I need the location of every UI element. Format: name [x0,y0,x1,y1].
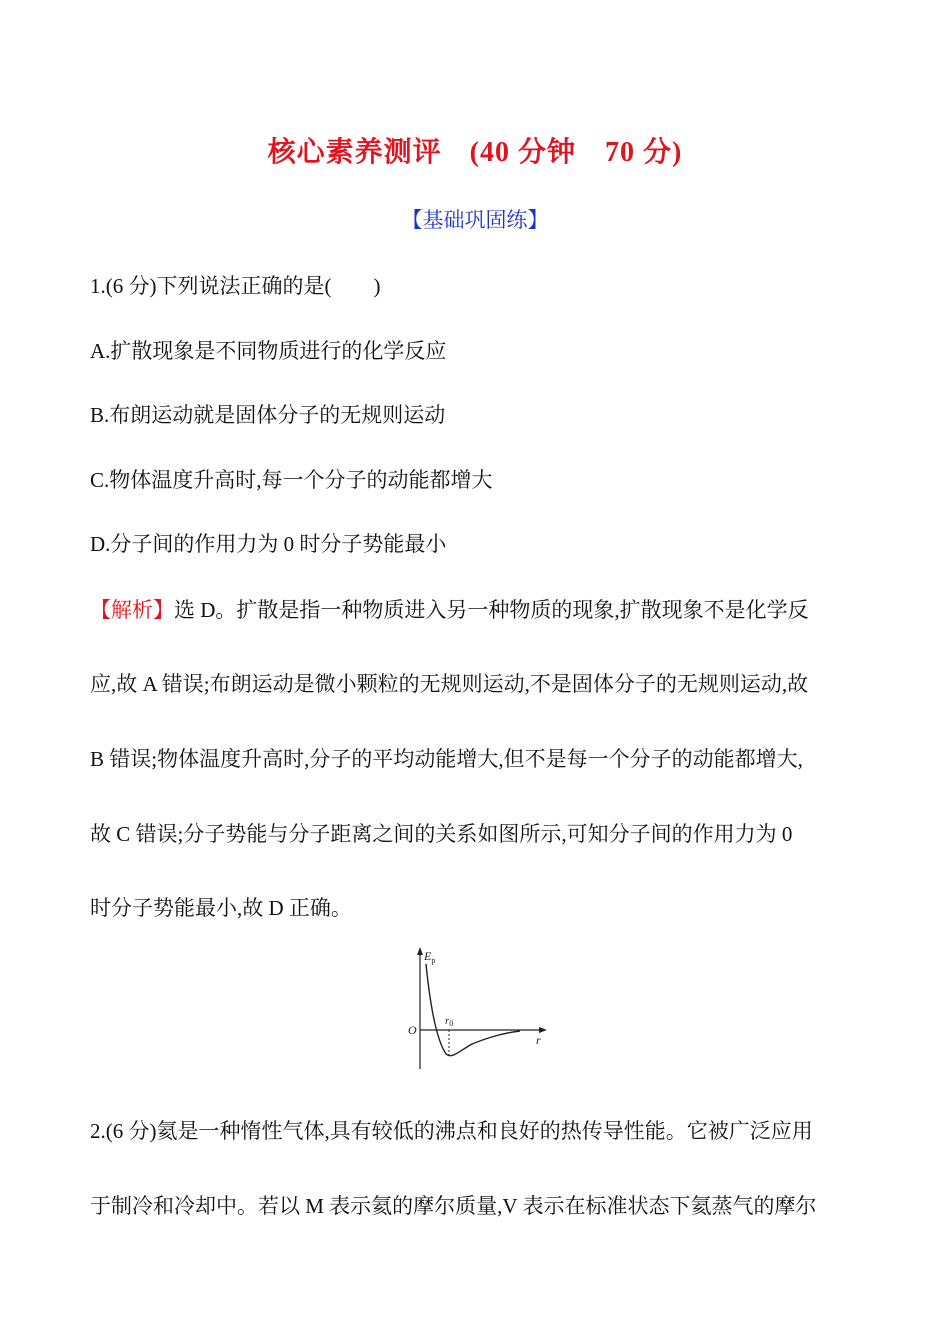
question-1-stem: 1.(6 分)下列说法正确的是( ) [90,274,381,298]
question-1-option-b: B.布朗运动就是固体分子的无规则运动 [90,403,446,427]
origin-label: O [408,1023,417,1037]
question-1-option-c: C.物体温度升高时,每一个分子的动能都增大 [90,468,493,492]
analysis-line-1 [90,594,870,624]
r0-label: r0 [445,1015,454,1028]
analysis-line-2: 应,故 A 错误;布朗运动是微小颗粒的无规则运动,不是固体分子的无规则运动,故 [90,672,809,696]
question-1-option-d: D.分子间的作用力为 0 时分子势能最小 [90,532,447,556]
analysis-line-3: B 错误;物体温度升高时,分子的平均动能增大,但不是每一个分子的动能都增大, [90,747,803,771]
page-title [0,130,950,170]
y-axis-label: $E_p$ [424,949,436,965]
question-2-line-2: 于制冷和冷却中。若以 M 表示氦的摩尔质量,V 表示在标准状态下氦蒸气的摩尔 [90,1194,817,1218]
section-heading: 【基础巩固练】 [401,208,549,232]
ep-curve [426,964,520,1056]
analysis-text: 选 D。扩散是指一种物质进入另一种物质的现象,扩散现象不是化学反 [174,598,809,622]
y-axis-arrow [417,947,423,955]
x-axis-label: r [536,1033,541,1047]
question-1-option-a: A.扩散现象是不同物质进行的化学反应 [90,339,447,363]
potential-energy-graph [400,944,550,1074]
analysis-line-5: 时分子势能最小,故 D 正确。 [90,896,352,920]
question-2-line-1: 2.(6 分)氦是一种惰性气体,具有较低的沸点和良好的热传导性能。它被广泛应用 [90,1119,813,1143]
title-meta: (40 分钟 70 分) [469,137,683,168]
analysis-tag: 【解析】 [90,598,174,622]
title-main: 核心素养测评 [267,137,442,168]
analysis-line-4: 故 C 错误;分子势能与分子距离之间的关系如图所示,可知分子间的作用力为 0 [90,822,793,846]
